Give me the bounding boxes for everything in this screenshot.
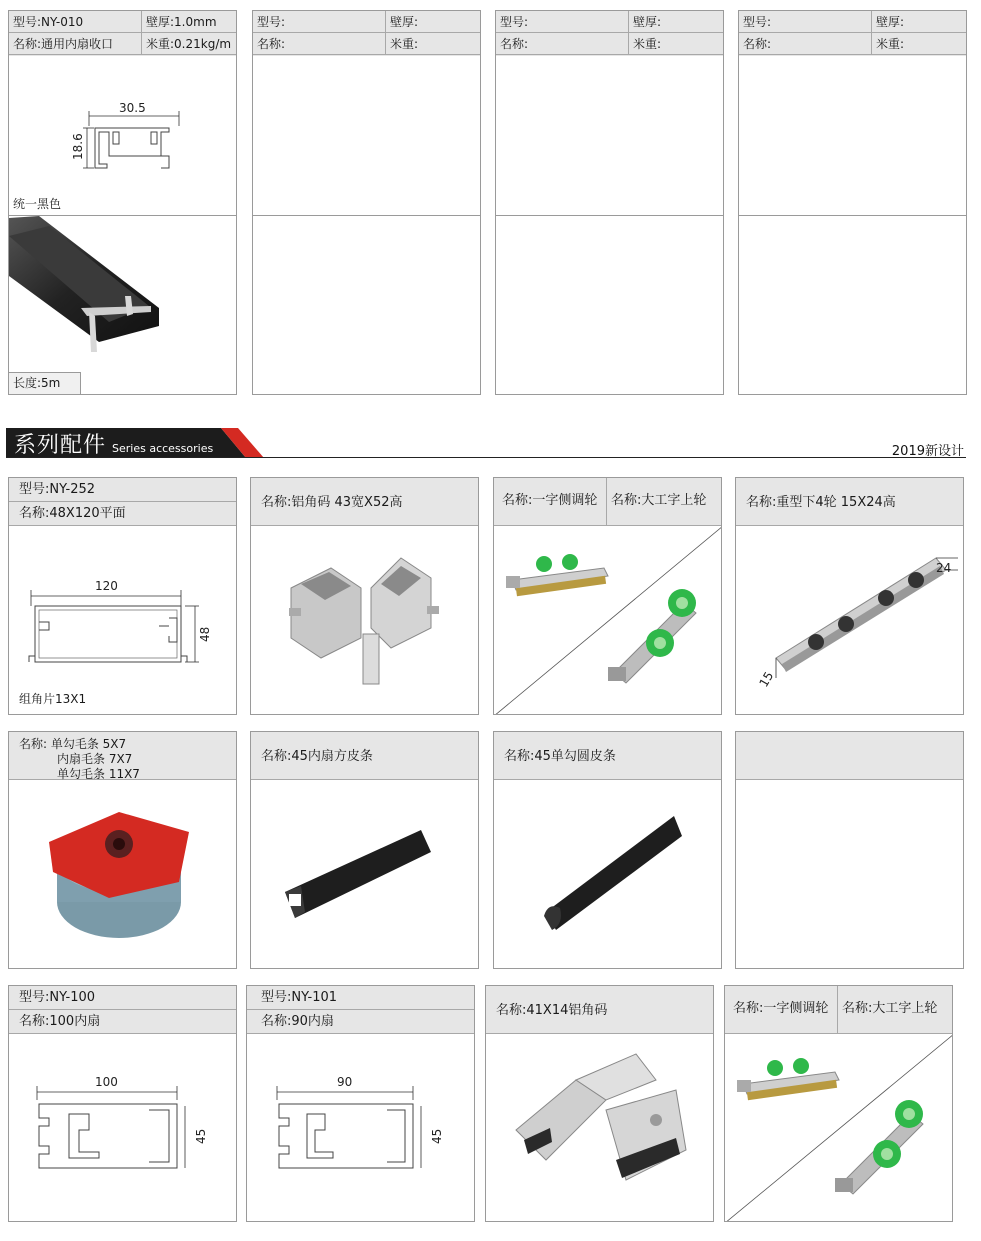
top-wheel-photo bbox=[831, 1094, 941, 1204]
top-wheel-photo bbox=[604, 583, 714, 693]
accessory-card-ny100 bbox=[8, 985, 237, 1222]
profile-drawing bbox=[9, 56, 237, 216]
name-field: 名称: bbox=[257, 37, 286, 51]
card-title-left: 名称:一字侧调轮 bbox=[733, 1001, 829, 1016]
name-field: 名称: bbox=[743, 37, 772, 51]
brush-strip-roll-photo bbox=[39, 802, 199, 962]
accessory-card-ny101 bbox=[246, 985, 475, 1222]
accessory-card-brush-strip bbox=[8, 731, 237, 969]
title-line-1: 名称: 单勾毛条 5X7 bbox=[19, 737, 127, 751]
name-field: 名称: bbox=[500, 37, 529, 51]
thickness-field: 壁厚: bbox=[871, 11, 966, 32]
accessory-card-wheels-a bbox=[493, 477, 722, 715]
weight-field: 米重:0.21kg/m bbox=[141, 33, 236, 54]
accessory-card-round-seal bbox=[493, 731, 722, 969]
dim-a-label: 24 bbox=[936, 561, 952, 575]
dim-width-label: 30.5 bbox=[119, 101, 146, 115]
title-line-2: 内扇毛条 7X7 bbox=[57, 752, 133, 766]
profile-card-3 bbox=[495, 10, 724, 395]
profile-card-4 bbox=[738, 10, 967, 395]
dim-height-label: 48 bbox=[198, 626, 212, 642]
card-title-right: 名称:大工字上轮 bbox=[606, 478, 721, 525]
thickness-field: 壁厚: bbox=[628, 11, 723, 32]
dim-width-label: 90 bbox=[337, 1075, 353, 1089]
name-field: 名称:48X120平面 bbox=[19, 506, 126, 521]
round-seal-photo bbox=[534, 812, 694, 942]
profile-drawing bbox=[9, 526, 237, 676]
accessory-card-wheels-b bbox=[724, 985, 953, 1222]
title-line-3: 单勾毛条 11X7 bbox=[57, 767, 140, 781]
section-subtitle: Series accessories bbox=[112, 442, 214, 455]
weight-field: 米重: bbox=[628, 33, 723, 54]
note-label: 组角片13X1 bbox=[19, 692, 87, 706]
accessory-card-41x14-bracket bbox=[485, 985, 714, 1222]
section-rule bbox=[6, 457, 966, 458]
model-field: 型号: bbox=[257, 15, 286, 29]
dim-height-label: 18.6 bbox=[71, 133, 85, 160]
extrusion-photo bbox=[9, 216, 237, 395]
card-title: 名称:重型下4轮 15X24高 bbox=[736, 478, 963, 526]
accessory-card-corner-bracket bbox=[250, 477, 479, 715]
dim-b-label: 15 bbox=[756, 669, 777, 690]
model-field: 型号:NY-252 bbox=[19, 482, 96, 497]
weight-field: 米重: bbox=[385, 33, 480, 54]
name-field: 名称:100内扇 bbox=[19, 1014, 101, 1029]
dim-height-label: 45 bbox=[194, 1128, 208, 1144]
dim-width-label: 100 bbox=[95, 1075, 118, 1089]
length-badge: 长度:5m bbox=[9, 372, 81, 394]
heavy-wheel-photo bbox=[746, 548, 961, 698]
thickness-field: 壁厚:1.0mm bbox=[141, 11, 236, 32]
color-note: 统一黑色 bbox=[13, 197, 62, 211]
corner-bracket-photo bbox=[506, 1050, 696, 1210]
profile-drawing bbox=[247, 1034, 475, 1184]
card-title: 名称:41X14铝角码 bbox=[486, 986, 713, 1034]
card-title bbox=[736, 732, 963, 780]
card-title: 名称:45内扇方皮条 bbox=[251, 732, 478, 780]
accessory-card-ny252 bbox=[8, 477, 237, 715]
side-adjust-wheel-photo bbox=[504, 550, 614, 610]
model-field: 型号:NY-010 bbox=[13, 15, 84, 29]
accessory-card-heavy-wheel bbox=[735, 477, 964, 715]
model-field: 型号: bbox=[743, 15, 772, 29]
card-title-right: 名称:大工字上轮 bbox=[837, 986, 952, 1033]
accessory-card-square-seal bbox=[250, 731, 479, 969]
accessory-card-empty bbox=[735, 731, 964, 969]
name-field: 名称:通用内扇收口 bbox=[13, 37, 114, 51]
weight-field: 米重: bbox=[871, 33, 966, 54]
card-title-left: 名称:一字侧调轮 bbox=[502, 493, 598, 508]
year-note: 2019新设计 bbox=[891, 444, 964, 459]
card-header bbox=[9, 11, 236, 56]
dim-width-label: 120 bbox=[95, 579, 118, 593]
model-field: 型号:NY-101 bbox=[261, 990, 338, 1005]
profile-drawing bbox=[9, 1034, 237, 1184]
side-adjust-wheel-photo bbox=[735, 1054, 845, 1114]
corner-bracket-photo bbox=[281, 548, 451, 698]
model-field: 型号: bbox=[500, 15, 529, 29]
section-title: 系列配件 bbox=[14, 433, 107, 458]
profile-card-1 bbox=[8, 10, 237, 395]
square-seal-photo bbox=[281, 822, 461, 932]
model-field: 型号:NY-100 bbox=[19, 990, 96, 1005]
card-title: 名称:铝角码 43宽X52高 bbox=[251, 478, 478, 526]
dim-height-label: 45 bbox=[430, 1128, 444, 1144]
card-title: 名称:45单勾圆皮条 bbox=[494, 732, 721, 780]
name-field: 名称:90内扇 bbox=[261, 1014, 334, 1029]
thickness-field: 壁厚: bbox=[385, 11, 480, 32]
profile-card-2 bbox=[252, 10, 481, 395]
